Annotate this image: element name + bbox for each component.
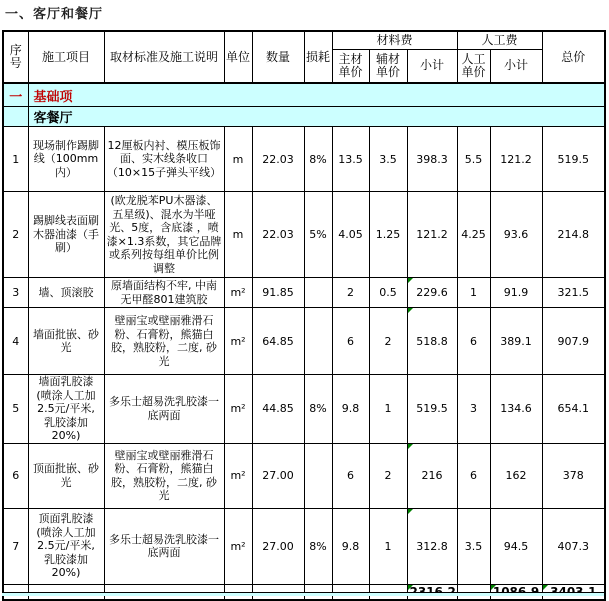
cell-spec: 多乐士超易洗乳胶漆一底两面	[104, 508, 224, 584]
cell-labor_price: 4.25	[457, 192, 490, 278]
cell-qty: 91.85	[252, 278, 304, 308]
cell-qty: 22.03	[252, 192, 304, 278]
cell-main: 2	[332, 278, 369, 308]
cell-mat: 519.5	[407, 375, 457, 444]
header-spec: 取材标准及施工说明	[104, 31, 224, 83]
cell-aux: 1	[369, 508, 407, 584]
cell-spec: 原墙面结构不牢, 中南无甲醛801建筑胶	[104, 278, 224, 308]
cell-spec: 12厘板内衬、模压板饰面、实木线条收口（10×15子弹头平线）	[104, 127, 224, 192]
cell-total: 378	[542, 443, 605, 508]
cell-unit: m	[224, 192, 252, 278]
cell-aux: 3.5	[369, 127, 407, 192]
cell-labor_price: 3.5	[457, 508, 490, 584]
cell-loss	[304, 308, 332, 375]
cell-labor_price: 5.5	[457, 127, 490, 192]
section-title: 基础项	[28, 83, 605, 107]
section-subtitle: 客餐厅	[28, 107, 605, 127]
cell-total: 321.5	[542, 278, 605, 308]
comment-flag-icon	[543, 585, 548, 590]
header-unit: 单位	[224, 31, 252, 83]
cell-loss: 8%	[304, 508, 332, 584]
cell-no: 5	[3, 375, 28, 444]
cell-main: 6	[332, 308, 369, 375]
cell-labor: 93.6	[490, 192, 542, 278]
cell-qty: 44.85	[252, 375, 304, 444]
table-row	[3, 375, 605, 444]
cell-loss: 8%	[304, 127, 332, 192]
header-no: 序号	[3, 31, 28, 83]
cell-mat: 312.8	[407, 508, 457, 584]
section-row-room	[3, 107, 605, 127]
next-section-strip	[2, 592, 604, 596]
cell-mat: 518.8	[407, 308, 457, 375]
table-row	[3, 508, 605, 584]
cell-item: 墙、顶滚胶	[28, 278, 104, 308]
cell-spec: 壁丽宝或壁丽雅滑石粉、石膏粉，熊猫白胶，熟胶粉，二度, 砂光	[104, 308, 224, 375]
page-title: 一、客厅和餐厅	[5, 7, 104, 22]
cell-unit: m²	[224, 508, 252, 584]
cell-total: 907.9	[542, 308, 605, 375]
cell-mat: 229.6	[407, 278, 457, 308]
comment-flag-icon	[408, 509, 413, 514]
header-labor-price: 人工单价	[457, 49, 490, 83]
cell-no: 7	[3, 508, 28, 584]
table-row	[3, 308, 605, 375]
cell-item: 现场制作踢脚线（100mm内）	[28, 127, 104, 192]
comment-flag-icon	[491, 585, 496, 590]
header-material-group: 材料费	[332, 31, 457, 49]
comment-flag-icon	[408, 585, 413, 590]
comment-flag-icon	[408, 278, 413, 283]
cell-spec: 多乐士超易洗乳胶漆一底两面	[104, 375, 224, 444]
cell-mat: 216	[407, 443, 457, 508]
cell-main: 9.8	[332, 375, 369, 444]
section-row-basic	[3, 83, 605, 107]
cell-total: 654.1	[542, 375, 605, 444]
cell-no: 4	[3, 308, 28, 375]
header-main-price: 主材单价	[332, 49, 369, 83]
cell-no: 6	[3, 443, 28, 508]
comment-flag-icon	[408, 444, 413, 449]
table-row	[3, 192, 605, 278]
cell-qty: 27.00	[252, 443, 304, 508]
cell-main: 9.8	[332, 508, 369, 584]
cell-loss: 5%	[304, 192, 332, 278]
cell-labor_price: 1	[457, 278, 490, 308]
cell-mat: 121.2	[407, 192, 457, 278]
cell-labor: 389.1	[490, 308, 542, 375]
cell-item: 踢脚线表面刷木器油漆（手刷）	[28, 192, 104, 278]
cell-unit: m	[224, 127, 252, 192]
cell-item: 墙面乳胶漆 (喷涂人工加2.5元/平米, 乳胶漆加20%)	[28, 375, 104, 444]
table-row	[3, 127, 605, 192]
cell-qty: 27.00	[252, 508, 304, 584]
cell-aux: 0.5	[369, 278, 407, 308]
cell-total: 519.5	[542, 127, 605, 192]
cell-total: 407.3	[542, 508, 605, 584]
cell-labor: 94.5	[490, 508, 542, 584]
cell-qty: 64.85	[252, 308, 304, 375]
header-loss: 损耗	[304, 31, 332, 83]
cell-labor_price: 6	[457, 308, 490, 375]
cell-aux: 2	[369, 308, 407, 375]
header-aux-price: 辅材单价	[369, 49, 407, 83]
cell-aux: 1	[369, 375, 407, 444]
cell-qty: 22.03	[252, 127, 304, 192]
cell-aux: 1.25	[369, 192, 407, 278]
quote-table	[2, 30, 606, 601]
cell-labor: 162	[490, 443, 542, 508]
header-total: 总价	[542, 31, 605, 83]
header-labor-subtotal: 小计	[490, 49, 542, 83]
header-labor-group: 人工费	[457, 31, 542, 49]
header-material-subtotal: 小计	[407, 49, 457, 83]
cell-unit: m²	[224, 308, 252, 375]
cell-mat: 398.3	[407, 127, 457, 192]
cell-no: 3	[3, 278, 28, 308]
header-qty: 数量	[252, 31, 304, 83]
cell-total: 214.8	[542, 192, 605, 278]
cell-unit: m²	[224, 443, 252, 508]
cell-unit: m²	[224, 375, 252, 444]
cell-labor: 134.6	[490, 375, 542, 444]
cell-no: 2	[3, 192, 28, 278]
cell-unit: m²	[224, 278, 252, 308]
cell-labor_price: 3	[457, 375, 490, 444]
table-row	[3, 443, 605, 508]
cell-labor: 121.2	[490, 127, 542, 192]
cell-loss	[304, 278, 332, 308]
cell-item: 顶面批嵌、砂光	[28, 443, 104, 508]
section-index: 一	[3, 83, 28, 107]
cell-spec: (欧龙脱苯PU木器漆、五星级)、混水为半哑光、5度，含底漆 ，喷漆×1.3系数，其它品牌或系列按每组单价比例调整	[104, 192, 224, 278]
cell-labor_price: 6	[457, 443, 490, 508]
cell-spec: 壁丽宝或壁丽雅滑石粉、石膏粉，熊猫白胶，熟胶粉，二度, 砂光	[104, 443, 224, 508]
cell-loss: 8%	[304, 375, 332, 444]
cell-item: 墙面批嵌、砂光	[28, 308, 104, 375]
cell-main: 6	[332, 443, 369, 508]
cell-loss	[304, 443, 332, 508]
header-item: 施工项目	[28, 31, 104, 83]
cell-item: 顶面乳胶漆 (喷涂人工加2.5元/平米, 乳胶漆加20%)	[28, 508, 104, 584]
cell-labor: 91.9	[490, 278, 542, 308]
section-empty-cell	[3, 107, 28, 127]
table-row	[3, 278, 605, 308]
cell-main: 13.5	[332, 127, 369, 192]
cell-aux: 2	[369, 443, 407, 508]
cell-no: 1	[3, 127, 28, 192]
cell-main: 4.05	[332, 192, 369, 278]
header-group-row	[3, 31, 605, 49]
comment-flag-icon	[408, 308, 413, 313]
